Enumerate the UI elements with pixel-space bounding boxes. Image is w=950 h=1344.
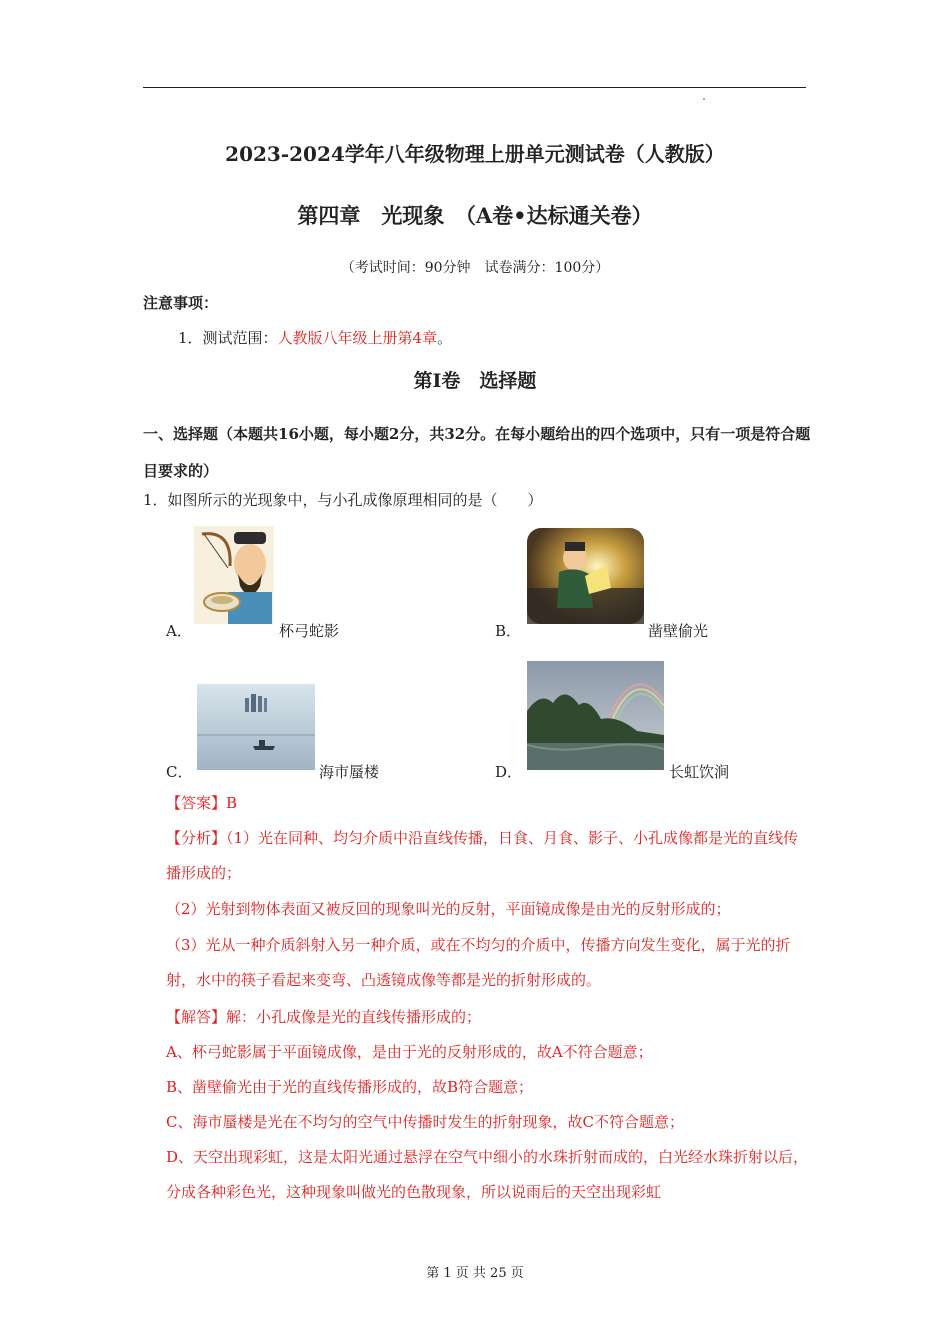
answer-line: [166, 786, 811, 821]
exam-title: 2023-2024学年八年级物理上册单元测试卷（人教版）: [225, 142, 725, 166]
chapter-title: 第四章 光现象 （A卷•达标通关卷）: [297, 203, 653, 228]
page-footer: 第 1 页 共 25 页: [426, 1266, 524, 1281]
scope-value: 人教版八年级上册第4章: [277, 329, 438, 347]
part-title: 第Ⅰ卷 选择题: [413, 370, 537, 392]
option-b-text: 凿壁偷光: [648, 622, 709, 640]
answer-value: B: [226, 794, 238, 812]
reading-by-light-image: [527, 528, 644, 624]
option-c-text: 海市蜃楼: [319, 763, 380, 781]
solution-intro-line: [166, 1000, 811, 1035]
exam-info: （考试时间：90分钟 试卷满分：100分）: [340, 260, 610, 276]
option-a-letter: A．: [166, 622, 192, 640]
analysis-label: 【分析】: [166, 829, 227, 847]
header-rule: [143, 87, 806, 88]
option-b-letter: B．: [495, 622, 522, 640]
rainbow-landscape-image: [527, 661, 664, 770]
notes-label: 注意事项：: [143, 294, 219, 312]
solution-intro: 解：小孔成像是光的直线传播形成的；: [226, 1008, 482, 1026]
header-dot: [703, 98, 705, 100]
scope-prefix: 1．测试范围：: [178, 329, 278, 347]
solution-label: 【解答】: [166, 1008, 227, 1026]
option-a-text: 杯弓蛇影: [279, 622, 340, 640]
solution-a: A、杯弓蛇影属于平面镜成像，是由于光的反射形成的，故A不符合题意；: [166, 1043, 653, 1061]
option-c-letter: C．: [166, 763, 193, 781]
question-stem: 1．如图所示的光现象中，与小孔成像原理相同的是（ ）: [143, 491, 543, 509]
archer-cup-image: [194, 526, 274, 624]
mirage-sea-image: [197, 684, 315, 770]
analysis-point-3: （3）光从一种介质斜射入另一种介质，或在不均匀的介质中，传播方向发生变化，属于光的折射，水中的筷子看起来变弯、凸透镜成像等都是光的折射形成的。: [166, 936, 791, 989]
solution-b: B、凿壁偷光由于光的直线传播形成的，故B符合题意；: [166, 1078, 534, 1096]
solution-c: C、海市蜃楼是光在不均匀的空气中传播时发生的折射现象，故C不符合题意；: [166, 1113, 684, 1131]
analysis-p1: [166, 821, 811, 891]
answer-label: 【答案】: [166, 794, 227, 812]
option-d-text: 长虹饮涧: [669, 763, 730, 781]
section-heading: 一、选择题（本题共16小题，每小题2分，共32分。在每小题给出的四个选项中，只有一项是符合题目要求的）: [143, 425, 811, 480]
solution-d: D、天空出现彩虹，这是太阳光通过悬浮在空气中细小的水珠折射而成的，白光经水珠折射以后，分成各种彩色光，这种现象叫做光的色散现象，所以说雨后的天空出现彩虹: [166, 1148, 809, 1201]
analysis-point-2: （2）光射到物体表面又被反回的现象叫光的反射，平面镜成像是由光的反射形成的；: [166, 900, 731, 918]
scope-suffix: 。: [437, 329, 453, 347]
test-scope: [178, 327, 452, 348]
option-d-letter: D．: [495, 763, 523, 781]
analysis-point-1: （1）光在同种、均匀介质中沿直线传播，日食、月食、影子、小孔成像都是光的直线传播形成的；: [166, 829, 799, 882]
